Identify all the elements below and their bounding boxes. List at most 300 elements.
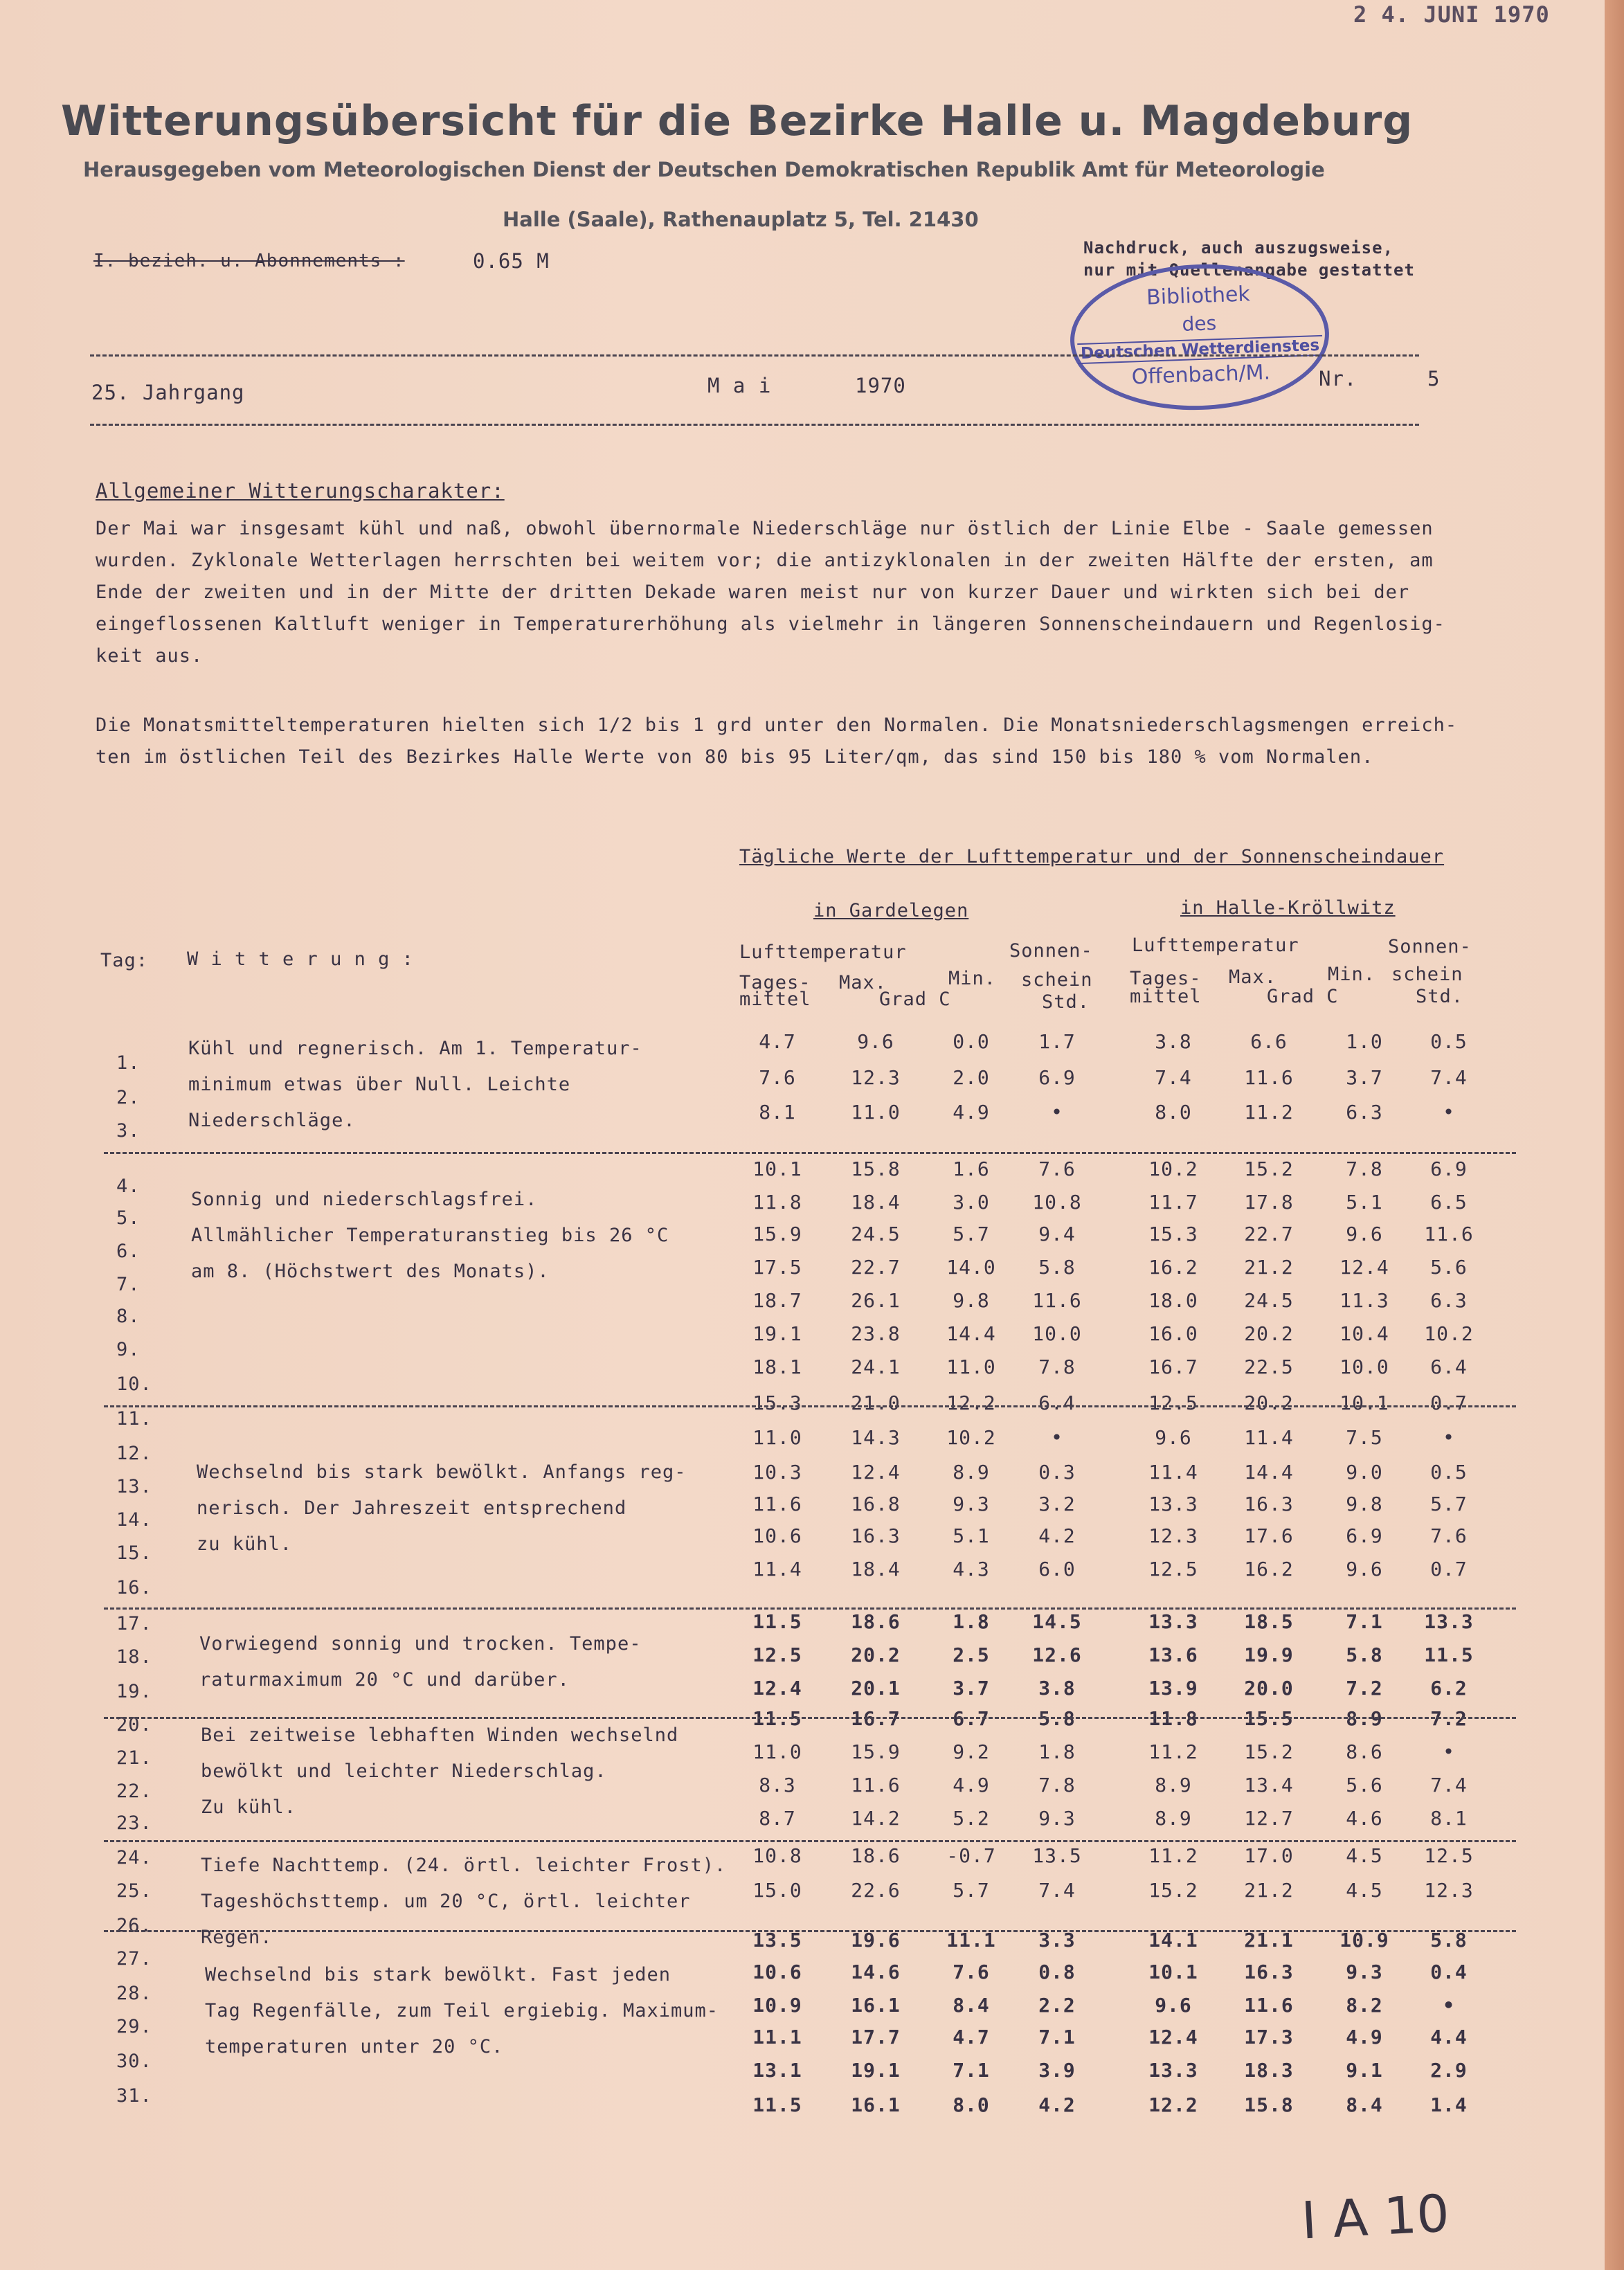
table-cell: 7.6	[1038, 1157, 1076, 1180]
table-cell: 8.9	[953, 1461, 990, 1484]
table-cell: 20.1	[851, 1677, 901, 1700]
table-cell: 12.5	[752, 1643, 802, 1666]
table-cell: 5.8	[1346, 1643, 1383, 1666]
period-separator	[104, 1930, 1516, 1932]
table-cell: 16.3	[851, 1524, 901, 1547]
price-value: 0.65 M	[473, 249, 550, 273]
table-cell: 6.2	[1430, 1677, 1468, 1700]
period-separator	[104, 1717, 1516, 1719]
table-cell: 11.6	[1244, 1994, 1294, 2017]
station-halle: in Halle-Kröllwitz	[1180, 897, 1396, 919]
table-cell: 6.3	[1346, 1101, 1383, 1124]
table-cell: 6.5	[1430, 1191, 1468, 1214]
table-cell: 7.4	[1430, 1774, 1468, 1796]
table-cell: 9.2	[953, 1740, 990, 1763]
table-cell: 17.8	[1244, 1191, 1294, 1214]
table-cell: 19.1	[851, 2059, 901, 2082]
table-cell: 9.8	[1346, 1493, 1383, 1515]
table-cell: 11.0	[752, 1426, 802, 1449]
table-cell: 11.4	[752, 1558, 802, 1580]
table-cell: 10.2	[1148, 1157, 1198, 1180]
table-cell: 18.6	[851, 1610, 901, 1633]
table-cell: 11.6	[851, 1774, 901, 1796]
day-number: 18.	[116, 1646, 152, 1668]
table-cell: 22.7	[1244, 1223, 1294, 1245]
table-cell: 5.2	[953, 1807, 990, 1830]
col-witterung: W i t t e r u n g :	[187, 948, 414, 970]
remark-line: Bei zeitweise lebhaften Winden wechselnd	[201, 1724, 679, 1746]
general-p2-line: Die Monatsmitteltemperaturen hielten sich 1/2 bis 1 grd unter den Normalen. Die Monatsniederschlagsmengen erreich-	[96, 714, 1458, 736]
h-grad: Grad C	[1267, 986, 1339, 1007]
table-cell: 7.4	[1155, 1066, 1192, 1089]
table-cell: 1.0	[1346, 1030, 1383, 1053]
table-cell: 12.7	[1244, 1807, 1294, 1830]
table-cell: 5.6	[1346, 1774, 1383, 1796]
g-grad: Grad C	[879, 989, 951, 1010]
table-cell: 11.3	[1339, 1289, 1389, 1312]
table-cell: 17.6	[1244, 1524, 1294, 1547]
table-cell: 16.3	[1244, 1961, 1294, 1983]
day-number: 20.	[116, 1714, 152, 1736]
table-cell: 22.6	[851, 1879, 901, 1902]
table-cell: 5.1	[953, 1524, 990, 1547]
table-cell: 4.5	[1346, 1844, 1383, 1867]
day-number: 11.	[116, 1408, 152, 1430]
table-cell: 18.5	[1244, 1610, 1294, 1633]
table-cell: 10.9	[752, 1994, 802, 2017]
table-cell: 8.0	[1155, 1101, 1192, 1124]
table-cell: 6.6	[1250, 1030, 1288, 1053]
table-cell: 14.2	[851, 1807, 901, 1830]
remark-line: Wechselnd bis stark bewölkt. Anfangs reg-	[197, 1461, 687, 1483]
table-cell: 15.0	[752, 1879, 802, 1902]
table-cell: 12.2	[1148, 2093, 1198, 2116]
day-number: 26.	[116, 1915, 152, 1936]
col-tag: Tag:	[100, 950, 149, 971]
table-cell: 7.6	[759, 1066, 796, 1089]
table-cell: 7.4	[1430, 1066, 1468, 1089]
table-cell: 13.1	[752, 2059, 802, 2082]
table-cell: 3.7	[953, 1677, 990, 1700]
day-number: 5.	[116, 1207, 141, 1229]
table-cell: 15.8	[851, 1157, 901, 1180]
day-number: 30.	[116, 2051, 152, 2072]
table-cell: 24.5	[851, 1223, 901, 1245]
table-cell: 18.4	[851, 1191, 901, 1214]
day-number: 1.	[116, 1052, 141, 1074]
table-cell: 0.4	[1430, 1961, 1468, 1983]
remark-line: Wechselnd bis stark bewölkt. Fast jeden	[205, 1964, 671, 1985]
g-max: Max.	[839, 972, 887, 993]
h-schein: schein	[1391, 964, 1463, 985]
remark-line: Tageshöchsttemp. um 20 °C, örtl. leichter	[201, 1891, 691, 1912]
table-cell: •	[1051, 1426, 1063, 1449]
table-cell: 12.4	[752, 1677, 802, 1700]
table-cell: 19.1	[752, 1322, 802, 1345]
header-rule-top	[90, 354, 1419, 357]
table-cell: 16.3	[1244, 1493, 1294, 1515]
h-lufttemperatur: Lufttemperatur	[1132, 935, 1299, 956]
day-number: 19.	[116, 1681, 152, 1702]
table-cell: 21.2	[1244, 1879, 1294, 1902]
table-cell: 24.1	[851, 1355, 901, 1378]
remark-line: am 8. (Höchstwert des Monats).	[191, 1261, 550, 1282]
table-cell: 4.3	[953, 1558, 990, 1580]
station-gardelegen: in Gardelegen	[813, 900, 969, 921]
table-cell: 10.1	[1339, 1391, 1389, 1414]
period-separator	[104, 1152, 1516, 1154]
table-cell: 10.3	[752, 1461, 802, 1484]
table-cell: 13.4	[1244, 1774, 1294, 1796]
table-cell: 4.5	[1346, 1879, 1383, 1902]
table-cell: 0.7	[1430, 1558, 1468, 1580]
table-cell: 13.3	[1148, 2059, 1198, 2082]
table-cell: 17.5	[752, 1256, 802, 1279]
period-separator	[104, 1840, 1516, 1842]
page-edge	[1605, 0, 1624, 2270]
g-min: Min.	[948, 968, 997, 989]
remark-line: bewölkt und leichter Niederschlag.	[201, 1760, 607, 1782]
table-cell: 21.0	[851, 1391, 901, 1414]
table-cell: 3.2	[1038, 1493, 1076, 1515]
table-cell: 8.4	[1346, 2093, 1383, 2116]
publisher-line: Herausgegeben vom Meteorologischen Dienst der Deutschen Demokratischen Republik Amt für Meteorologie	[83, 158, 1325, 181]
table-cell: 10.1	[752, 1157, 802, 1180]
table-cell: 3.7	[1346, 1066, 1383, 1089]
table-cell: 26.1	[851, 1289, 901, 1312]
day-number: 4.	[116, 1175, 141, 1197]
table-cell: 0.0	[953, 1030, 990, 1053]
table-cell: 11.6	[1424, 1223, 1474, 1245]
table-cell: 18.0	[1148, 1289, 1198, 1312]
table-cell: 11.7	[1148, 1191, 1198, 1214]
table-cell: 9.1	[1346, 2059, 1383, 2082]
issue-label: Nr.	[1319, 367, 1357, 390]
table-cell: 11.6	[1244, 1066, 1294, 1089]
table-cell: 8.9	[1155, 1774, 1192, 1796]
table-cell: 4.4	[1430, 2026, 1468, 2048]
day-number: 24.	[116, 1847, 152, 1868]
table-cell: 11.5	[752, 2093, 802, 2116]
table-cell: 11.8	[752, 1191, 802, 1214]
table-cell: 9.6	[857, 1030, 894, 1053]
table-cell: 8.4	[953, 1994, 990, 2017]
remark-line: Tag Regenfälle, zum Teil ergiebig. Maximum-	[205, 2000, 719, 2021]
day-number: 28.	[116, 1983, 152, 2004]
table-cell: •	[1443, 1740, 1455, 1763]
table-cell: 5.7	[1430, 1493, 1468, 1515]
received-date-stamp: 2 4. JUNI 1970	[1353, 1, 1550, 28]
stamp-line-3: Deutschen Wetterdienstes	[1078, 335, 1323, 364]
table-cell: 11.6	[752, 1493, 802, 1515]
table-cell: 12.5	[1424, 1844, 1474, 1867]
table-cell: 13.3	[1424, 1610, 1474, 1633]
table-cell: 5.8	[1038, 1256, 1076, 1279]
g-tages: Tages-	[739, 972, 811, 993]
table-cell: 7.1	[953, 2059, 990, 2082]
remark-line: Niederschläge.	[188, 1110, 356, 1131]
h-std: Std.	[1416, 986, 1464, 1007]
table-cell: 10.9	[1339, 1929, 1389, 1952]
table-cell: 18.4	[851, 1558, 901, 1580]
day-number: 31.	[116, 2085, 152, 2107]
remark-line: Zu kühl.	[201, 1796, 297, 1818]
table-cell: 14.6	[851, 1961, 901, 1983]
table-cell: 8.7	[759, 1807, 796, 1830]
table-cell: •	[1443, 1426, 1455, 1449]
table-cell: 10.6	[752, 1524, 802, 1547]
table-cell: 22.5	[1244, 1355, 1294, 1378]
table-cell: 10.0	[1032, 1322, 1082, 1345]
table-cell: 2.5	[953, 1643, 990, 1666]
day-number: 12.	[116, 1443, 152, 1464]
table-cell: 1.8	[953, 1610, 990, 1633]
table-cell: 0.5	[1430, 1030, 1468, 1053]
table-cell: 6.9	[1430, 1157, 1468, 1180]
h-min: Min.	[1328, 964, 1376, 985]
table-cell: 15.8	[1244, 2093, 1294, 2116]
table-cell: 16.8	[851, 1493, 901, 1515]
table-cell: 6.0	[1038, 1558, 1076, 1580]
table-cell: 12.5	[1148, 1391, 1198, 1414]
table-cell: 8.9	[1155, 1807, 1192, 1830]
table-cell: 9.3	[1038, 1807, 1076, 1830]
table-cell: •	[1443, 1994, 1455, 2017]
table-cell: 0.8	[1038, 1961, 1076, 1983]
table-cell: 16.0	[1148, 1322, 1198, 1345]
general-p1-line: keit aus.	[96, 645, 204, 667]
day-number: 23.	[116, 1812, 152, 1834]
table-cell: 4.6	[1346, 1807, 1383, 1830]
table-cell: 15.2	[1148, 1879, 1198, 1902]
table-cell: 21.1	[1244, 1929, 1294, 1952]
table-cell: 16.2	[1244, 1558, 1294, 1580]
g-schein: schein	[1021, 969, 1093, 991]
table-cell: 20.2	[1244, 1322, 1294, 1345]
table-cell: 13.5	[1032, 1844, 1082, 1867]
table-cell: 17.0	[1244, 1844, 1294, 1867]
issue-number: 5	[1427, 367, 1441, 390]
table-cell: 18.7	[752, 1289, 802, 1312]
general-heading: Allgemeiner Witterungscharakter:	[96, 479, 505, 503]
table-cell: 19.9	[1244, 1643, 1294, 1666]
table-cell: 6.4	[1038, 1391, 1076, 1414]
table-cell: 11.1	[946, 1929, 996, 1952]
table-cell: 7.6	[1430, 1524, 1468, 1547]
table-cell: 17.7	[851, 2026, 901, 2048]
day-number: 25.	[116, 1880, 152, 1902]
g-mittel: mittel	[739, 989, 811, 1010]
price-label: I. bezieh. u. Abonnements :	[93, 251, 405, 271]
table-cell: 9.6	[1346, 1223, 1383, 1245]
table-cell: 14.3	[851, 1426, 901, 1449]
day-number: 14.	[116, 1509, 152, 1531]
table-cell: 16.1	[851, 2093, 901, 2116]
table-cell: 14.5	[1032, 1610, 1082, 1633]
year-label: 1970	[855, 374, 906, 397]
day-number: 9.	[116, 1339, 141, 1360]
table-cell: 5.1	[1346, 1191, 1383, 1214]
stamp-line-2: des	[1181, 312, 1217, 336]
stamp-line-1: Bibliothek	[1146, 282, 1251, 310]
table-cell: 1.8	[1038, 1740, 1076, 1763]
header-rule-bottom	[90, 424, 1419, 426]
table-cell: 11.5	[752, 1610, 802, 1633]
table-cell: 22.7	[851, 1256, 901, 1279]
day-number: 21.	[116, 1747, 152, 1769]
table-cell: 20.2	[851, 1643, 901, 1666]
table-cell: 13.6	[1148, 1643, 1198, 1666]
month-label: M a i	[707, 374, 772, 397]
table-cell: 8.6	[1346, 1740, 1383, 1763]
table-cell: 5.7	[953, 1223, 990, 1245]
remark-line: Kühl und regnerisch. Am 1. Temperatur-	[188, 1038, 642, 1059]
table-cell: 11.1	[752, 2026, 802, 2048]
remark-line: Regen.	[201, 1927, 273, 1948]
table-cell: 16.7	[851, 1707, 901, 1730]
table-cell: 17.3	[1244, 2026, 1294, 2048]
table-cell: 6.9	[1038, 1066, 1076, 1089]
table-cell: 15.2	[1244, 1157, 1294, 1180]
day-number: 10.	[116, 1373, 152, 1395]
address-line: Halle (Saale), Rathenauplatz 5, Tel. 21430	[503, 208, 979, 231]
table-cell: 11.5	[752, 1707, 802, 1730]
period-separator	[104, 1607, 1516, 1610]
table-cell: 15.3	[1148, 1223, 1198, 1245]
table-cell: 12.3	[1424, 1879, 1474, 1902]
table-cell: 20.0	[1244, 1677, 1294, 1700]
table-cell: 18.6	[851, 1844, 901, 1867]
h-tages: Tages-	[1130, 968, 1202, 989]
table-cell: 13.3	[1148, 1493, 1198, 1515]
reprint-note-2: nur mit Quellenangabe gestattet	[1083, 260, 1415, 280]
table-cell: 4.9	[953, 1774, 990, 1796]
reprint-note-1: Nachdruck, auch auszugsweise,	[1083, 238, 1394, 258]
general-p1-line: wurden. Zyklonale Wetterlagen herrschten bei weitem vor; die antizyklonalen in der zweiten Hälfte der ersten, am	[96, 550, 1434, 571]
h-max: Max.	[1229, 966, 1277, 988]
table-cell: 10.2	[1424, 1322, 1474, 1345]
remark-line: zu kühl.	[197, 1533, 293, 1555]
table-cell: 14.0	[946, 1256, 996, 1279]
table-cell: 12.4	[851, 1461, 901, 1484]
remark-line: Sonnig und niederschlagsfrei.	[191, 1189, 538, 1210]
table-cell: 4.7	[953, 2026, 990, 2048]
period-separator	[104, 1405, 1516, 1407]
table-cell: 15.2	[1244, 1740, 1294, 1763]
table-cell: 20.2	[1244, 1391, 1294, 1414]
table-cell: 4.7	[759, 1030, 796, 1053]
table-cell: 9.6	[1155, 1426, 1192, 1449]
table-cell: 6.3	[1430, 1289, 1468, 1312]
table-cell: 10.8	[1032, 1191, 1082, 1214]
table-cell: 15.9	[752, 1223, 802, 1245]
g-lufttemperatur: Lufttemperatur	[739, 942, 907, 963]
day-number: 15.	[116, 1542, 152, 1564]
table-cell: 11.2	[1148, 1844, 1198, 1867]
day-number: 7.	[116, 1274, 141, 1295]
table-cell: 8.9	[1346, 1707, 1383, 1730]
table-cell: 11.0	[752, 1740, 802, 1763]
table-cell: 11.6	[1032, 1289, 1082, 1312]
g-std: Std.	[1042, 991, 1090, 1013]
table-cell: 11.8	[1148, 1707, 1198, 1730]
table-cell: 5.8	[1430, 1929, 1468, 1952]
h-sonnen: Sonnen-	[1388, 936, 1472, 957]
table-cell: 7.8	[1346, 1157, 1383, 1180]
table-cell: 7.5	[1346, 1426, 1383, 1449]
table-cell: 11.4	[1148, 1461, 1198, 1484]
table-cell: 7.1	[1346, 1610, 1383, 1633]
table-cell: 7.2	[1430, 1707, 1468, 1730]
table-cell: 19.6	[851, 1929, 901, 1952]
remark-line: minimum etwas über Null. Leichte	[188, 1074, 571, 1095]
general-p1-line: eingeflossenen Kaltluft weniger in Temperaturerhöhung als vielmehr in längeren Sonnenscheindauern und Regenlosig-	[96, 613, 1445, 635]
table-cell: 13.5	[752, 1929, 802, 1952]
table-cell: 14.4	[946, 1322, 996, 1345]
table-cell: 9.4	[1038, 1223, 1076, 1245]
day-number: 16.	[116, 1577, 152, 1598]
table-cell: 1.6	[953, 1157, 990, 1180]
table-cell: 1.7	[1038, 1030, 1076, 1053]
table-title: Tägliche Werte der Lufttemperatur und der Sonnenscheindauer	[739, 846, 1445, 867]
table-cell: 12.4	[1339, 1256, 1389, 1279]
table-cell: 1.4	[1430, 2093, 1468, 2116]
table-cell: 18.3	[1244, 2059, 1294, 2082]
table-cell: 12.5	[1148, 1558, 1198, 1580]
day-number: 6.	[116, 1241, 141, 1262]
table-cell: 0.7	[1430, 1391, 1468, 1414]
table-cell: 4.9	[953, 1101, 990, 1124]
table-cell: 13.3	[1148, 1610, 1198, 1633]
day-number: 13.	[116, 1476, 152, 1497]
table-cell: 5.8	[1038, 1707, 1076, 1730]
table-cell: 9.8	[953, 1289, 990, 1312]
day-number: 2.	[116, 1087, 141, 1108]
table-cell: 14.4	[1244, 1461, 1294, 1484]
table-cell: 10.2	[946, 1426, 996, 1449]
table-cell: 7.2	[1346, 1677, 1383, 1700]
table-cell: 3.0	[953, 1191, 990, 1214]
table-cell: 12.3	[1148, 1524, 1198, 1547]
table-cell: 21.2	[1244, 1256, 1294, 1279]
general-p1-line: Ende der zweiten und in der Mitte der dritten Dekade waren meist nur von kurzer Dauer und wirkten sich bei der	[96, 582, 1410, 603]
day-number: 27.	[116, 1948, 152, 1970]
table-cell: 3.8	[1155, 1030, 1192, 1053]
table-cell: 6.4	[1430, 1355, 1468, 1378]
table-cell: 2.2	[1038, 1994, 1076, 2017]
remark-line: Tiefe Nachttemp. (24. örtl. leichter Frost).	[201, 1855, 727, 1876]
table-cell: 5.6	[1430, 1256, 1468, 1279]
table-cell: 12.2	[946, 1391, 996, 1414]
table-cell: 4.2	[1038, 2093, 1076, 2116]
table-cell: 8.0	[953, 2093, 990, 2116]
table-cell: 10.6	[752, 1961, 802, 1983]
table-cell: 8.1	[1430, 1807, 1468, 1830]
table-cell: •	[1051, 1101, 1063, 1124]
table-cell: 3.3	[1038, 1929, 1076, 1952]
table-cell: 7.4	[1038, 1879, 1076, 1902]
volume-label: 25. Jahrgang	[91, 381, 245, 404]
remark-line: Vorwiegend sonnig und trocken. Tempe-	[199, 1633, 642, 1655]
table-cell: 11.0	[851, 1101, 901, 1124]
table-cell: 24.5	[1244, 1289, 1294, 1312]
table-cell: 9.0	[1346, 1461, 1383, 1484]
table-cell: 5.7	[953, 1879, 990, 1902]
table-cell: 7.8	[1038, 1774, 1076, 1796]
table-cell: 10.4	[1339, 1322, 1389, 1345]
table-cell: 12.3	[851, 1066, 901, 1089]
day-number: 3.	[116, 1120, 141, 1142]
